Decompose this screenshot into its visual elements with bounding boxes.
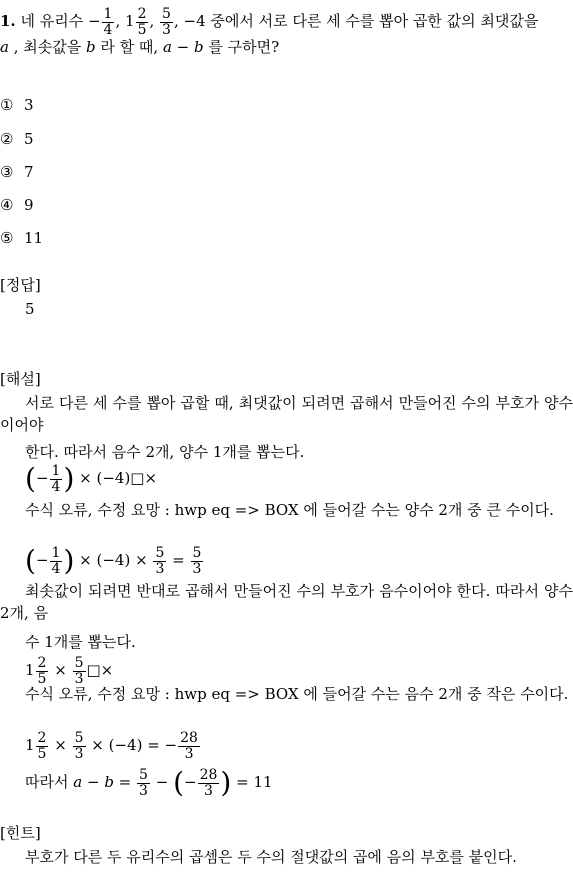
eq3-frac-a bbox=[36, 656, 49, 687]
choice-mark: ③ bbox=[0, 163, 14, 181]
eq4-res-den: 3 bbox=[184, 745, 194, 762]
final-num-b: 28 bbox=[199, 766, 218, 783]
final-line: 따라서 a − b = $\frac{5}{3}$ − (− $\frac{28}{3}$ ) = 11 bbox=[25, 766, 273, 799]
eq1-num: 1 bbox=[51, 462, 61, 479]
choice-value: 9 bbox=[24, 196, 34, 214]
eq4-frac-b bbox=[73, 731, 86, 762]
answer-value: 5 bbox=[25, 300, 35, 318]
eq3-num-b: 5 bbox=[74, 654, 84, 671]
eq1-tail: × (−4)□× bbox=[79, 469, 158, 487]
n4: −4 bbox=[183, 12, 206, 30]
choice-mark: ② bbox=[0, 130, 14, 148]
eq4-num-a: 2 bbox=[37, 729, 47, 746]
hint-text bbox=[0, 846, 573, 868]
eq2-frac-a bbox=[50, 546, 63, 577]
final-label: 따라서 bbox=[25, 773, 69, 791]
n2-den: 5 bbox=[137, 21, 147, 38]
hint-label: [힌트] bbox=[0, 824, 41, 842]
eq2-frac-b bbox=[153, 546, 166, 577]
final-expr: a − b = bbox=[73, 773, 132, 791]
var-a: a bbox=[0, 38, 9, 56]
eq1-den: 4 bbox=[51, 478, 61, 495]
error-note-1-text: 수식 오류, 수정 요망 : hwp eq => BOX 에 들어갈 수는 양수 2개 중 큰 수이다. bbox=[25, 501, 554, 519]
expr-a-minus-b: a − b bbox=[162, 38, 204, 56]
error-note-2-text: 수식 오류, 수정 요망 : hwp eq => BOX 에 들어갈 수는 음수 2개 중 작은 수이다. bbox=[25, 685, 569, 703]
choice-mark: ① bbox=[0, 96, 14, 114]
final-frac-a bbox=[137, 768, 150, 799]
n1-sign: − bbox=[87, 12, 101, 30]
choice-value: 5 bbox=[24, 130, 34, 148]
n2-whole: 1 bbox=[125, 12, 135, 30]
choice-mark: ⑤ bbox=[0, 229, 14, 247]
choice-1[interactable] bbox=[0, 96, 34, 114]
choice-5[interactable] bbox=[0, 229, 43, 247]
solution-p3 bbox=[0, 580, 573, 624]
choice-value: 7 bbox=[24, 163, 34, 181]
problem-line-1: 1. 네 유리수 − $\frac{1}{4}$ , 1 $\frac{2}{5}$ , $\frac{5}{3}$ , −4 중에서 서로 다른 세 수를 뽑아 곱한 값의 최댓값을 bbox=[0, 5, 539, 38]
eq4-tail: × (−4) = − bbox=[91, 736, 178, 754]
problem-text-a: 네 유리수 bbox=[20, 12, 84, 30]
choice-mark: ④ bbox=[0, 196, 14, 214]
problem-line2-b: , 최솟값을 bbox=[13, 38, 82, 56]
problem-line2-f: 를 구하면? bbox=[208, 38, 280, 56]
eq2-mid: × (−4) × bbox=[79, 551, 148, 569]
final-den-a: 3 bbox=[139, 782, 148, 799]
n1-den: 4 bbox=[103, 21, 113, 38]
equation-4: 1 $\frac{2}{5}$ × $\frac{5}{3}$ × (−4) = − $\frac{28}{3}$ bbox=[25, 729, 198, 762]
n3-num: 5 bbox=[162, 5, 171, 22]
problem-line2-d: 라 할 때, bbox=[100, 38, 159, 56]
final-num-a: 5 bbox=[139, 766, 148, 783]
final-minus: − bbox=[184, 773, 197, 791]
eq3-tail: □× bbox=[86, 661, 114, 679]
eq3-den-a: 5 bbox=[37, 670, 47, 687]
eq4-den-a: 5 bbox=[37, 745, 47, 762]
n2-num: 2 bbox=[137, 5, 147, 22]
eq2-frac-c bbox=[191, 546, 204, 577]
final-frac-b bbox=[198, 768, 220, 799]
var-b: b bbox=[86, 38, 96, 56]
fraction-n3 bbox=[160, 7, 173, 38]
eq2-num-b: 5 bbox=[155, 544, 165, 561]
n1-num: 1 bbox=[103, 5, 113, 22]
eq2-den-a: 4 bbox=[51, 560, 61, 577]
choice-4[interactable] bbox=[0, 196, 34, 214]
problem-line-2 bbox=[0, 36, 279, 58]
eq4-frac-res bbox=[178, 731, 200, 762]
eq2-num-a: 1 bbox=[51, 544, 61, 561]
solution-p1 bbox=[0, 392, 573, 436]
eq4-frac-a bbox=[36, 731, 49, 762]
solution-p1-text: 서로 다른 세 수를 뽑아 곱할 때, 최댓값이 되려면 곱해서 만들어진 수의 부호가 양수이어야 bbox=[0, 394, 573, 434]
hint-text-content: 부호가 다른 두 유리수의 곱셈은 두 수의 절댓값의 곱에 음의 부호를 붙인다. bbox=[25, 848, 517, 866]
choice-3[interactable] bbox=[0, 163, 34, 181]
eq1-frac bbox=[50, 464, 63, 495]
answer-label: [정답] bbox=[0, 276, 41, 294]
eq2-den-c: 3 bbox=[192, 560, 202, 577]
equation-1: (− $\frac{1}{4}$ ) × (−4)□× bbox=[25, 462, 158, 495]
n3-den: 3 bbox=[162, 21, 171, 38]
error-note-1 bbox=[0, 499, 573, 521]
solution-label: [해설] bbox=[0, 370, 41, 388]
eq4-num-b: 5 bbox=[74, 729, 84, 746]
eq2-num-c: 5 bbox=[192, 544, 202, 561]
equation-3: 1 $\frac{2}{5}$ × $\frac{5}{3}$ □× bbox=[25, 654, 114, 687]
choice-value: 3 bbox=[24, 96, 34, 114]
problem-number: 1. bbox=[0, 12, 16, 30]
eq4-den-b: 3 bbox=[74, 745, 84, 762]
eq4-whole: 1 bbox=[25, 736, 35, 754]
fraction-n1 bbox=[102, 7, 115, 38]
eq3-whole: 1 bbox=[25, 661, 35, 679]
eq2-eq: = bbox=[172, 551, 185, 569]
eq2-den-b: 3 bbox=[155, 560, 165, 577]
solution-p4: 수 1개를 뽑는다. bbox=[25, 633, 136, 651]
fraction-n2 bbox=[136, 7, 149, 38]
eq4-res-num: 28 bbox=[180, 729, 198, 746]
equation-2: (− $\frac{1}{4}$ ) × (−4) × $\frac{5}{3}$ = $\frac{5}{3}$ bbox=[25, 544, 202, 577]
choice-value: 11 bbox=[24, 229, 44, 247]
eq3-frac-b bbox=[73, 656, 86, 687]
final-eq: = 11 bbox=[236, 773, 273, 791]
problem-text-b: 중에서 서로 다른 세 수를 뽑아 곱한 값의 최댓값을 bbox=[210, 12, 539, 30]
eq3-den-b: 3 bbox=[74, 670, 84, 687]
solution-p3-text: 최솟값이 되려면 반대로 곱해서 만들어진 수의 부호가 음수이어야 한다. 따라서 양수 2개, 음 bbox=[0, 582, 573, 622]
error-note-2 bbox=[0, 683, 573, 705]
final-den-b: 3 bbox=[204, 782, 213, 799]
choice-2[interactable] bbox=[0, 130, 34, 148]
solution-p2: 한다. 따라서 음수 2개, 양수 1개를 뽑는다. bbox=[25, 443, 305, 461]
eq3-num-a: 2 bbox=[37, 654, 47, 671]
